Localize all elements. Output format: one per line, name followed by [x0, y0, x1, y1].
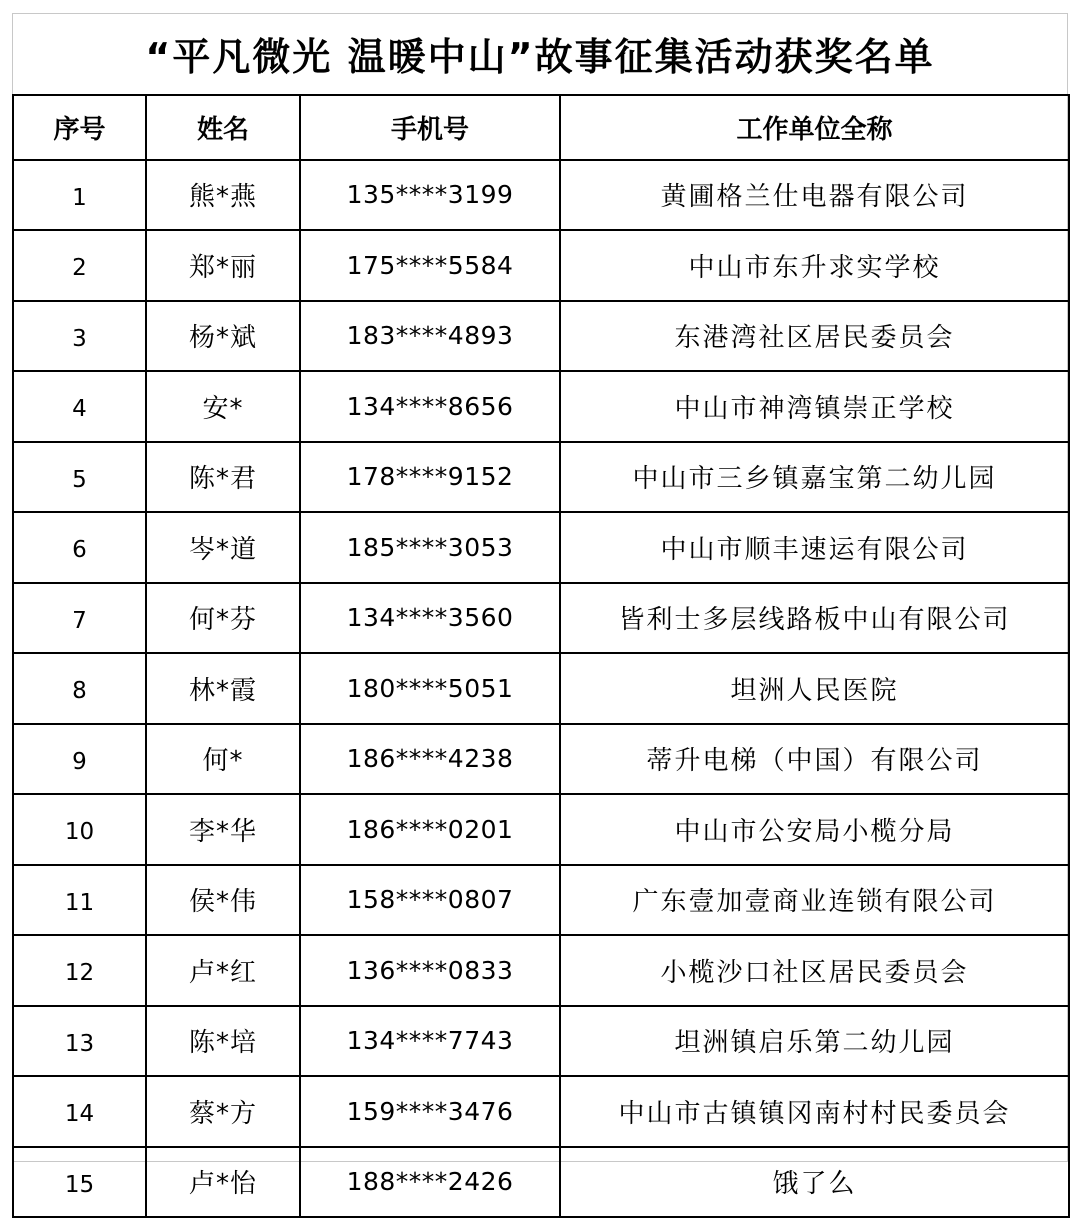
table-header-row: [13, 95, 1069, 160]
name-cell: 杨*斌: [146, 301, 300, 372]
unit-cell: 皆利士多层线路板中山有限公司: [560, 583, 1069, 654]
document-title: “平凡微光 温暖中山”故事征集活动获奖名单: [145, 35, 935, 79]
table-row: [13, 865, 1069, 936]
table-row: [13, 724, 1069, 795]
phone-cell: 158****0807: [300, 865, 560, 936]
unit-cell: 中山市三乡镇嘉宝第二幼儿园: [560, 442, 1069, 513]
seq-cell: 15: [13, 1147, 146, 1218]
unit-cell: 广东壹加壹商业连锁有限公司: [560, 865, 1069, 936]
unit-cell: 东港湾社区居民委员会: [560, 301, 1069, 372]
table-row: [13, 512, 1069, 583]
phone-cell: 185****3053: [300, 512, 560, 583]
name-cell: 卢*红: [146, 935, 300, 1006]
table-row: [13, 583, 1069, 654]
phone-cell: 186****0201: [300, 794, 560, 865]
phone-cell: 159****3476: [300, 1076, 560, 1147]
name-cell: 何*芬: [146, 583, 300, 654]
name-cell: 侯*伟: [146, 865, 300, 936]
name-cell: 李*华: [146, 794, 300, 865]
seq-cell: 5: [13, 442, 146, 513]
seq-cell: 8: [13, 653, 146, 724]
table-row: [13, 160, 1069, 231]
phone-cell: 188****2426: [300, 1147, 560, 1218]
name-cell: 安*: [146, 371, 300, 442]
unit-cell: 中山市东升求实学校: [560, 230, 1069, 301]
seq-cell: 1: [13, 160, 146, 231]
table-row: [13, 442, 1069, 513]
phone-cell: 175****5584: [300, 230, 560, 301]
table-row: [13, 1147, 1069, 1218]
unit-cell: 中山市公安局小榄分局: [560, 794, 1069, 865]
phone-cell: 136****0833: [300, 935, 560, 1006]
phone-cell: 180****5051: [300, 653, 560, 724]
seq-cell: 12: [13, 935, 146, 1006]
seq-cell: 7: [13, 583, 146, 654]
header-seq: 序号: [13, 95, 146, 160]
phone-cell: 183****4893: [300, 301, 560, 372]
name-cell: 郑*丽: [146, 230, 300, 301]
seq-cell: 11: [13, 865, 146, 936]
phone-cell: 178****9152: [300, 442, 560, 513]
table-row: [13, 301, 1069, 372]
header-name: 姓名: [146, 95, 300, 160]
phone-cell: 134****3560: [300, 583, 560, 654]
unit-cell: 中山市古镇镇冈南村村民委员会: [560, 1076, 1069, 1147]
seq-cell: 2: [13, 230, 146, 301]
table-row: [13, 1006, 1069, 1077]
table-body: [13, 160, 1069, 1218]
name-cell: 林*霞: [146, 653, 300, 724]
unit-cell: 中山市顺丰速运有限公司: [560, 512, 1069, 583]
seq-cell: 13: [13, 1006, 146, 1077]
phone-cell: 134****8656: [300, 371, 560, 442]
table-row: [13, 1076, 1069, 1147]
table-row: [13, 653, 1069, 724]
table-row: [13, 230, 1069, 301]
name-cell: 岑*道: [146, 512, 300, 583]
seq-cell: 9: [13, 724, 146, 795]
name-cell: 熊*燕: [146, 160, 300, 231]
name-cell: 蔡*方: [146, 1076, 300, 1147]
name-cell: 卢*怡: [146, 1147, 300, 1218]
name-cell: 陈*培: [146, 1006, 300, 1077]
name-cell: 何*: [146, 724, 300, 795]
name-cell: 陈*君: [146, 442, 300, 513]
unit-cell: 黄圃格兰仕电器有限公司: [560, 160, 1069, 231]
table-row: [13, 935, 1069, 1006]
seq-cell: 4: [13, 371, 146, 442]
phone-cell: 135****3199: [300, 160, 560, 231]
unit-cell: 坦洲镇启乐第二幼儿园: [560, 1006, 1069, 1077]
header-phone: 手机号: [300, 95, 560, 160]
seq-cell: 10: [13, 794, 146, 865]
table-row: [13, 794, 1069, 865]
header-unit: 工作单位全称: [560, 95, 1069, 160]
seq-cell: 6: [13, 512, 146, 583]
unit-cell: 中山市神湾镇崇正学校: [560, 371, 1069, 442]
seq-cell: 3: [13, 301, 146, 372]
seq-cell: 14: [13, 1076, 146, 1147]
unit-cell: 饿了么: [560, 1147, 1069, 1218]
phone-cell: 186****4238: [300, 724, 560, 795]
unit-cell: 坦洲人民医院: [560, 653, 1069, 724]
awards-table: [12, 94, 1070, 1218]
phone-cell: 134****7743: [300, 1006, 560, 1077]
unit-cell: 蒂升电梯（中国）有限公司: [560, 724, 1069, 795]
table-row: [13, 371, 1069, 442]
unit-cell: 小榄沙口社区居民委员会: [560, 935, 1069, 1006]
